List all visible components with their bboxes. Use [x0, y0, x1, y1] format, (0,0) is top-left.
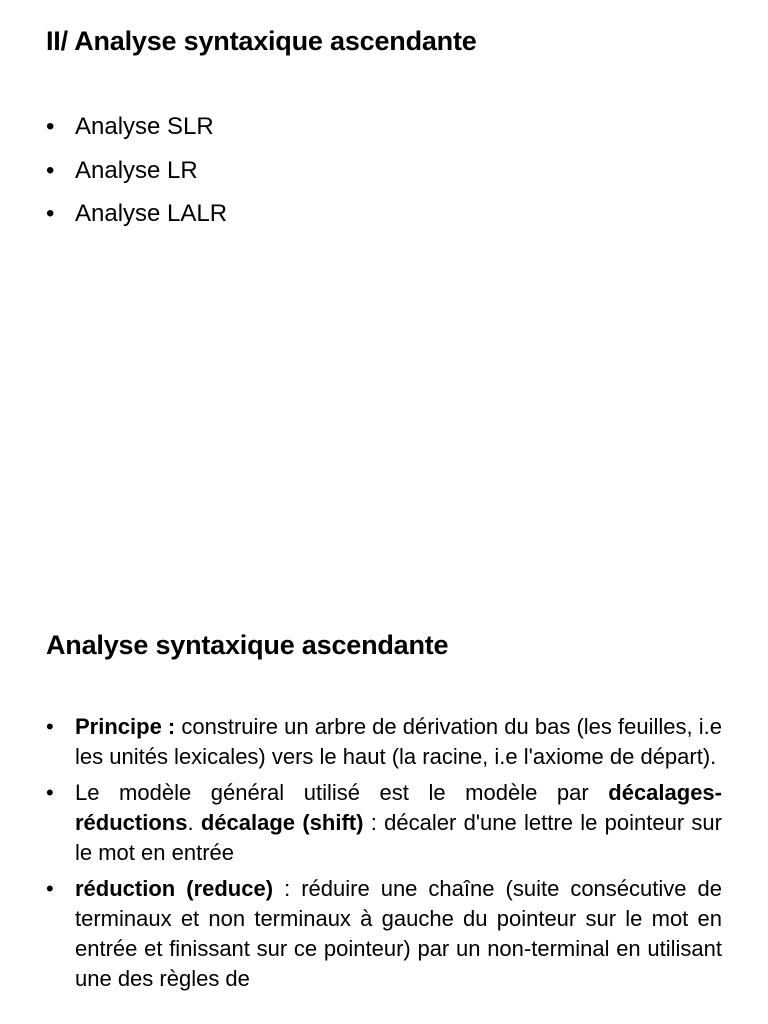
- list-item-principe: [46, 712, 722, 772]
- bullet-list: [46, 112, 722, 243]
- modele-text-3: : décaler d'une lettre le pointeur sur le mot en entrée: [75, 810, 722, 865]
- slide-analyse-principe: [0, 600, 768, 1024]
- list-item-text: Analyse LR: [75, 156, 198, 184]
- bullet-icon: •: [46, 113, 55, 140]
- modele-text-1: Le modèle général utilisé est le modèle par: [75, 780, 609, 805]
- list-item-modele: [46, 778, 722, 868]
- bullet-icon: •: [46, 876, 54, 901]
- list-item-reduction: [46, 874, 722, 994]
- list-item-text: Analyse SLR: [75, 113, 214, 140]
- modele-text-2: .: [187, 810, 201, 835]
- term-principe: Principe :: [75, 714, 176, 739]
- term-decalages-reductions: décalages-réductions: [75, 780, 722, 835]
- list-item-text: Analyse LALR: [75, 200, 228, 227]
- list-item: [46, 199, 722, 229]
- list-item: [46, 156, 722, 186]
- bullet-list: [46, 712, 722, 1000]
- slide-title: Analyse syntaxique ascendante: [46, 630, 449, 660]
- bullet-icon: •: [46, 156, 55, 184]
- bullet-icon: •: [46, 714, 54, 739]
- principe-text: construire un arbre de dérivation du bas (les feuilles, i.e les unités lexicales) vers le haut (la racine, i.e l'axiome de départ).: [75, 714, 722, 769]
- bullet-icon: •: [46, 200, 55, 227]
- term-decalage-shift: décalage (shift): [200, 810, 364, 835]
- slide-title: II/ Analyse syntaxique ascendante: [46, 26, 477, 56]
- list-item: [46, 112, 722, 142]
- bullet-icon: •: [46, 780, 54, 805]
- reduction-text: : réduire une chaîne (suite consécutive de terminaux et non terminaux à gauche du pointeur sur le mot en entrée et finissant sur ce pointeur) par un non-terminal en utilisant une des règles de: [75, 876, 722, 991]
- term-reduction-reduce: réduction (reduce): [75, 876, 274, 901]
